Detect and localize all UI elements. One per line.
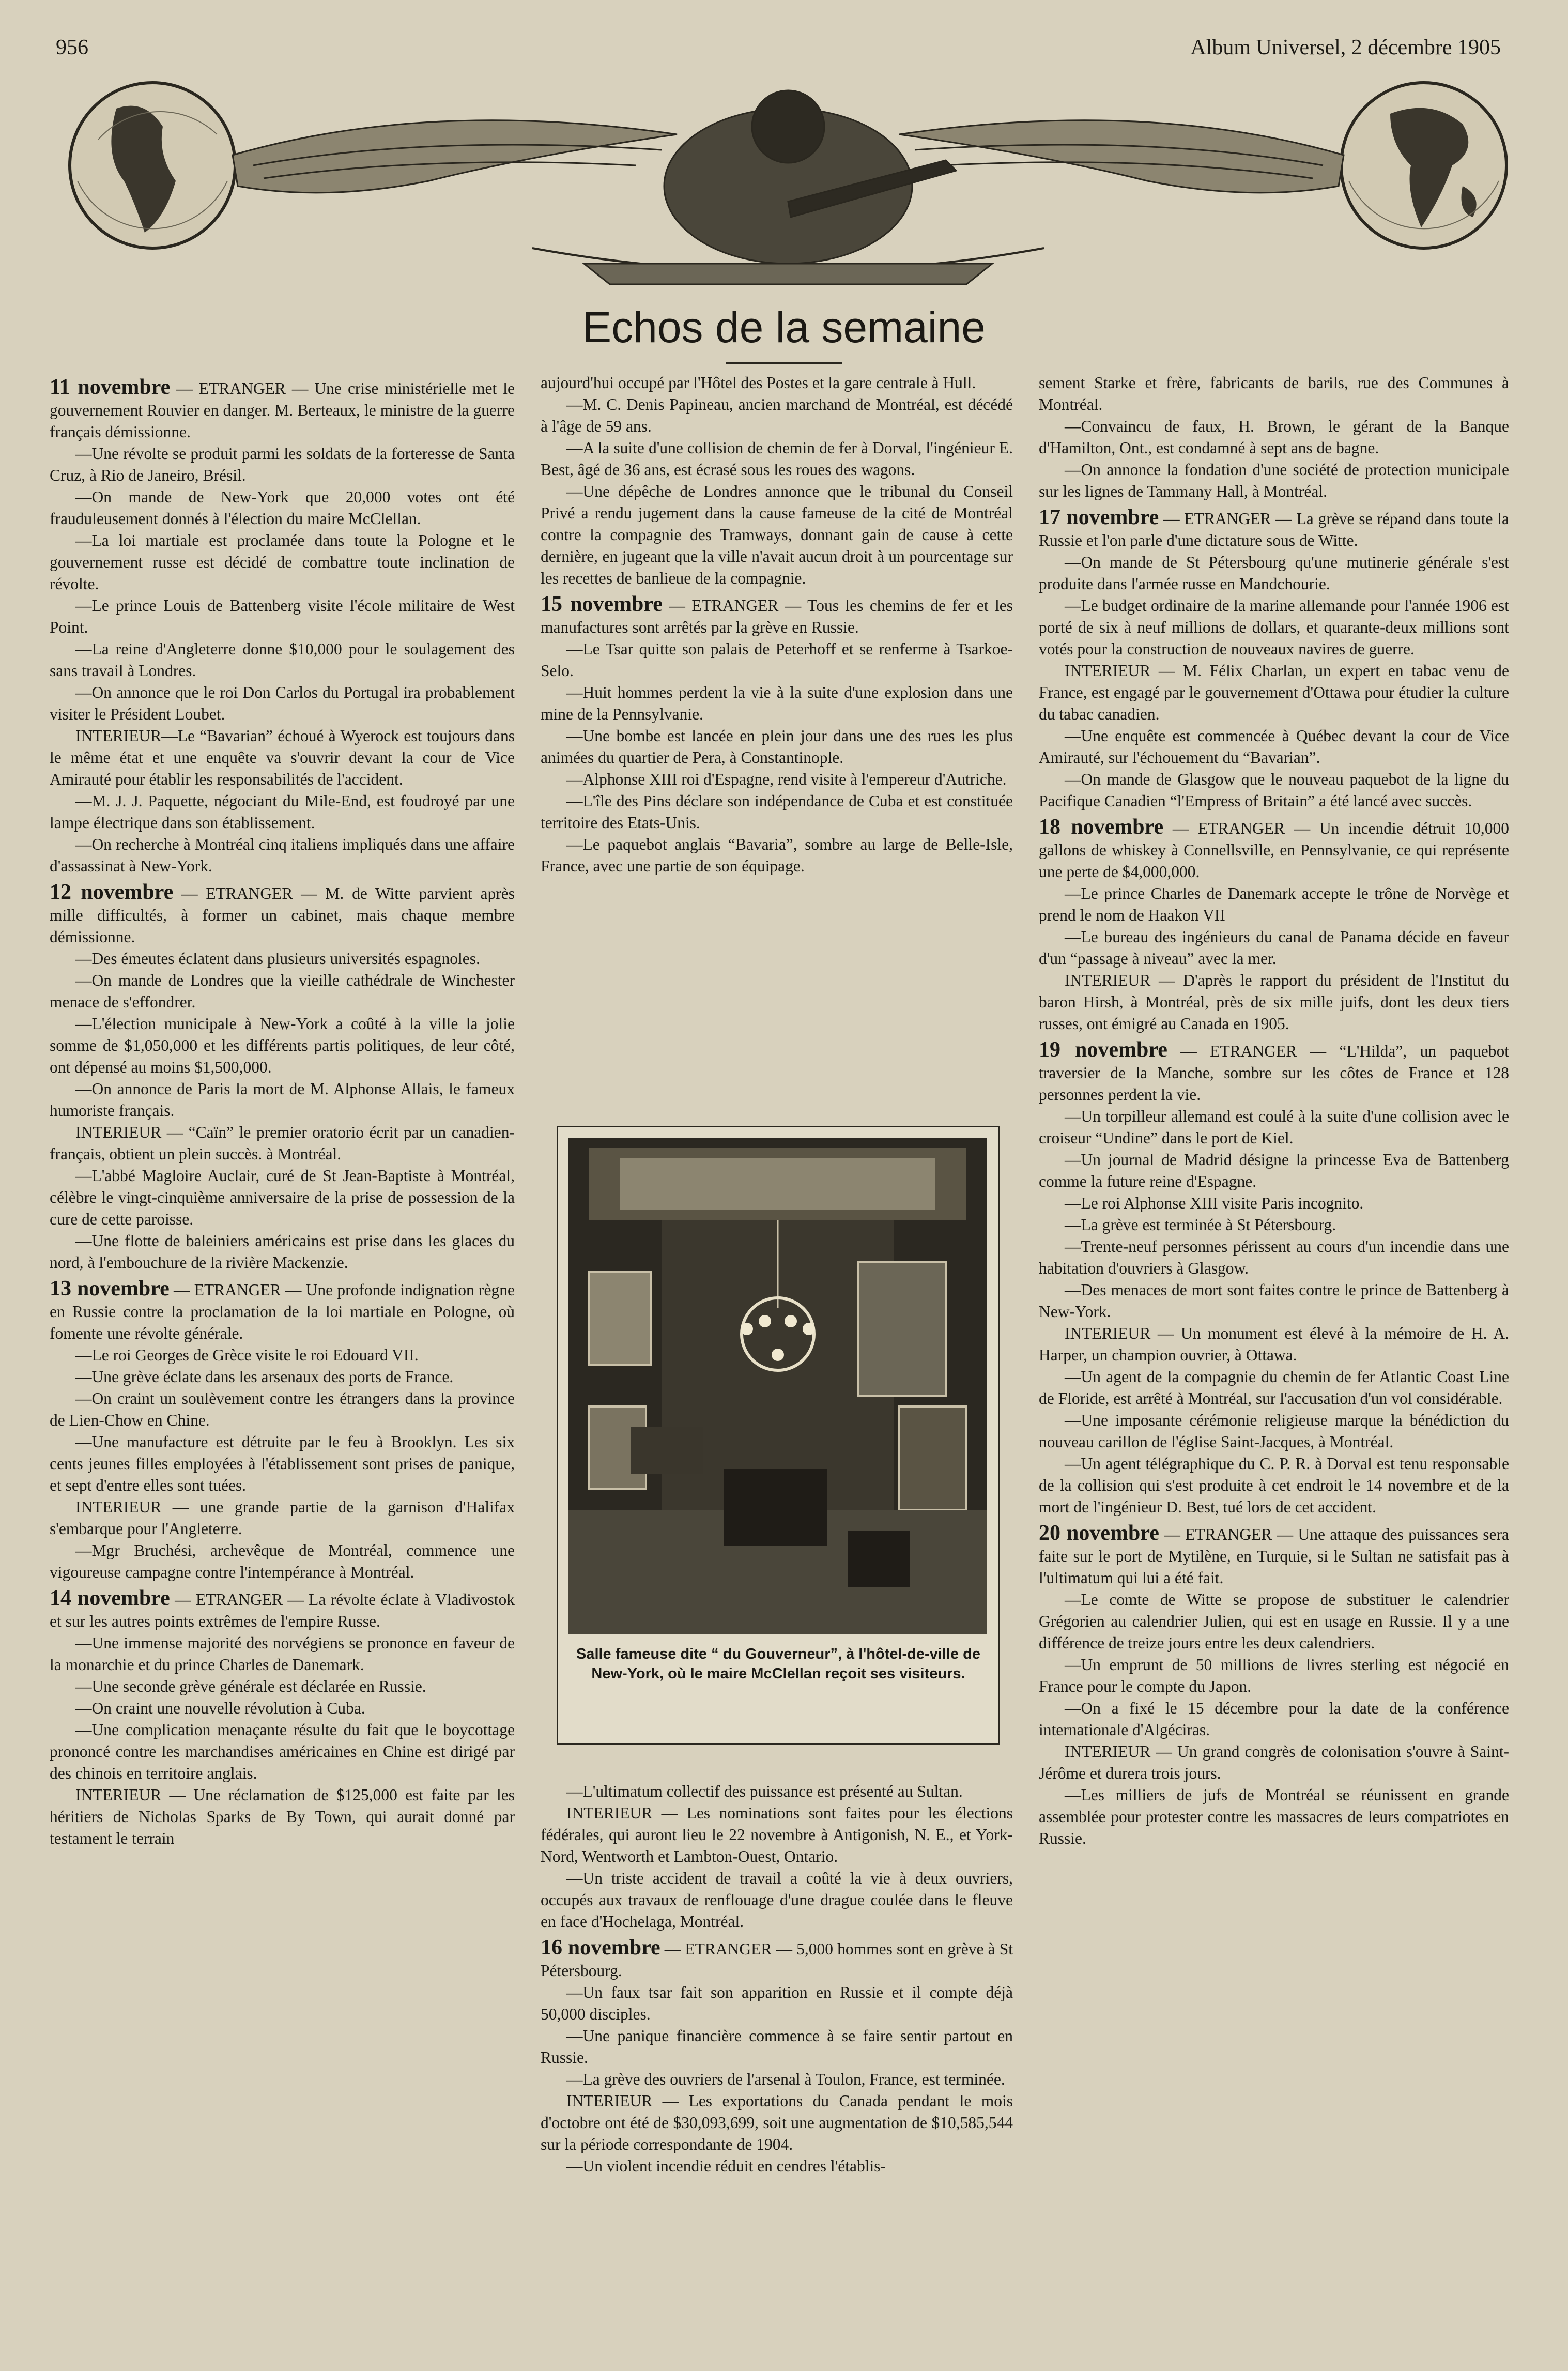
news-paragraph — [541, 481, 1013, 589]
paragraph-text: —Convaincu de faux, H. Brown, le gérant de la Banque d'Hamilton, Ont., est condamné à sept ans de bagne. — [1039, 417, 1509, 457]
paragraph-text: —On craint un soulèvement contre les étrangers dans la province de Lien-Chow en Chine. — [50, 1389, 515, 1429]
news-paragraph — [1039, 883, 1509, 926]
news-paragraph — [1039, 1410, 1509, 1453]
paragraph-text: —On annonce de Paris la mort de M. Alphonse Allais, le fameux humoriste français. — [50, 1080, 515, 1120]
paragraph-text: —Une bombe est lancée en plein jour dans une des rues les plus animées du quartier de Pera, à Constantinople. — [541, 727, 1013, 767]
news-paragraph — [1039, 1589, 1509, 1654]
paragraph-text: INTERIEUR — Une réclamation de $125,000 est faite par les héritiers de Nicholas Sparks de By Town, qui aurait donné par testament le terrain — [50, 1786, 515, 1847]
paragraph-text: —Huit hommes perdent la vie à la suite d'une explosion dans une mine de la Pennsylvanie. — [541, 683, 1013, 723]
date-entry — [541, 593, 1013, 638]
date-label: 11 novembre — [50, 375, 171, 399]
paragraph-text: —On mande de St Pétersbourg qu'une mutinerie générale s'est produite dans l'armée russe en Mandchourie. — [1039, 553, 1509, 593]
news-paragraph — [50, 1344, 515, 1366]
paragraph-text: —Trente-neuf personnes périssent au cours d'un incendie dans une habitation d'ouvriers à Glasgow. — [1039, 1237, 1509, 1277]
paragraph-text: —On mande de Glasgow que le nouveau paquebot de la ligne du Pacifique Canadien “l'Empress of Britain” a été lancé avec succès. — [1039, 770, 1509, 810]
news-paragraph — [541, 372, 1013, 394]
news-paragraph — [1039, 1323, 1509, 1366]
paragraph-text: —A la suite d'une collision de chemin de fer à Dorval, l'ingénieur E. Best, âgé de 36 ans, est écrasé sous les roues des wagons. — [541, 439, 1013, 479]
date-label: 20 novembre — [1039, 1521, 1159, 1545]
news-paragraph — [50, 834, 515, 877]
paragraph-text: INTERIEUR — M. Félix Charlan, un expert en tabac venu de France, est engagé par le gouvernement d'Ottawa pour étudier la culture du tabac canadien. — [1039, 662, 1509, 723]
globe-eastern-hemisphere-icon — [1341, 83, 1506, 248]
paragraph-text: — ETRANGER — Un incendie détruit 10,000 gallons de whiskey à Connellsville, en Pennsylvanie, ce qui représente une perte de $4,000,000. — [1039, 819, 1509, 881]
paragraph-text: aujourd'hui occupé par l'Hôtel des Postes et la gare centrale à Hull. — [541, 374, 976, 392]
paragraph-text: —On annonce que le roi Don Carlos du Portugal ira probablement visiter le Président Loubet. — [50, 683, 515, 723]
news-paragraph — [50, 1632, 515, 1676]
paragraph-text: —Alphonse XIII roi d'Espagne, rend visite à l'empereur d'Autriche. — [566, 770, 1007, 788]
column-3 — [1039, 372, 1509, 1849]
column-2-bottom — [541, 1781, 1013, 2177]
news-paragraph — [1039, 660, 1509, 725]
paragraph-text: —La loi martiale est proclamée dans toute la Pologne et le gouvernement russe est décidé de combattre toute inclination de révolte. — [50, 531, 515, 593]
paragraph-text: —Une dépêche de Londres annonce que le tribunal du Conseil Privé a rendu jugement dans la cause fameuse de la cité de Montréal contre la compagnie des Tramways, donnant gain de cause à cette dernière, en jugeant que la ville n'avait aucun droit à un pourcentage sur les recettes de banlieue de la compagnie. — [541, 482, 1013, 587]
paragraph-text: —Un faux tsar fait son apparition en Russie et il compte déjà 50,000 disciples. — [541, 1983, 1013, 2023]
news-paragraph — [1039, 1697, 1509, 1741]
running-header — [56, 35, 1501, 66]
paragraph-text: —La reine d'Angleterre donne $10,000 pour le soulagement des sans travail à Londres. — [50, 640, 515, 680]
paragraph-text: INTERIEUR — une grande partie de la garnison d'Halifax s'embarque pour l'Angleterre. — [50, 1498, 515, 1538]
news-paragraph — [1039, 1784, 1509, 1849]
paragraph-text: —On craint une nouvelle révolution à Cuba. — [75, 1699, 365, 1717]
news-paragraph — [1039, 1453, 1509, 1518]
paragraph-text: INTERIEUR — D'après le rapport du président de l'Institut du baron Hirsh, à Montréal, près de six mille juifs, dont les deux tiers russes, ont émigré au Canada en 1905. — [1039, 971, 1509, 1033]
paragraph-text: — ETRANGER — M. de Witte parvient après mille difficultés, à former un cabinet, mais chaque membre démissionne. — [50, 884, 515, 946]
paragraph-text: INTERIEUR — Un grand congrès de colonisation s'ouvre à Saint-Jérôme et durera trois jours. — [1039, 1742, 1509, 1782]
news-paragraph — [50, 1078, 515, 1122]
paragraph-text: — ETRANGER — Une crise ministérielle met le gouvernement Rouvier en danger. M. Berteaux, le ministre de la guerre français démissionne. — [50, 379, 515, 441]
news-paragraph — [50, 486, 515, 530]
news-paragraph — [50, 530, 515, 595]
paragraph-text: —Une grève éclate dans les arsenaux des ports de France. — [75, 1368, 454, 1386]
news-paragraph — [50, 970, 515, 1013]
paragraph-text: —Le roi Alphonse XIII visite Paris incognito. — [1065, 1194, 1364, 1212]
paragraph-text: — ETRANGER — 5,000 hommes sont en grève à St Pétersbourg. — [541, 1940, 1013, 1980]
news-paragraph — [50, 595, 515, 638]
news-paragraph — [541, 437, 1013, 481]
news-paragraph — [541, 1868, 1013, 1933]
news-paragraph — [541, 1982, 1013, 2025]
paragraph-text: —Mgr Bruchési, archevêque de Montréal, commence une vigoureuse campagne contre l'intempérance à Montréal. — [50, 1541, 515, 1581]
paragraph-text: —Le roi Georges de Grèce visite le roi Edouard VII. — [75, 1346, 419, 1364]
news-paragraph — [50, 1496, 515, 1540]
date-entry — [1039, 507, 1509, 552]
news-paragraph — [50, 1697, 515, 1719]
date-entry — [1039, 1039, 1509, 1106]
paragraph-text: —On mande de New-York que 20,000 votes ont été frauduleusement donnés à l'élection du maire McClellan. — [50, 488, 515, 528]
paragraph-text: INTERIEUR — Un monument est élevé à la mémoire de H. A. Harper, un champion ouvrier, à Ottawa. — [1039, 1324, 1509, 1364]
news-paragraph — [541, 1781, 1013, 1802]
date-label: 17 novembre — [1039, 506, 1159, 529]
news-paragraph — [541, 2025, 1013, 2069]
paragraph-text: —L'île des Pins déclare son indépendance de Cuba et est constituée territoire des Etats-Unis. — [541, 792, 1013, 832]
paragraph-text: —Une révolte se produit parmi les soldats de la forteresse de Santa Cruz, à Rio de Janeiro, Brésil. — [50, 445, 515, 484]
column-1 — [50, 372, 515, 1849]
news-paragraph — [50, 1366, 515, 1388]
date-label: 15 novembre — [541, 592, 663, 616]
paragraph-text: —Une panique financière commence à se faire sentir partout en Russie. — [541, 2027, 1013, 2067]
date-label: 19 novembre — [1039, 1038, 1167, 1062]
paragraph-text: —L'ultimatum collectif des puissance est présenté au Sultan. — [566, 1782, 963, 1800]
publication-date: Album Universel, 2 décembre 1905 — [1190, 36, 1501, 59]
news-paragraph — [1039, 1214, 1509, 1236]
paragraph-text: —Une flotte de baleiniers américains est prise dans les glaces du nord, à l'embouchure de la rivière Mackenzie. — [50, 1232, 515, 1272]
news-paragraph — [1039, 769, 1509, 812]
paragraph-text: — ETRANGER — La grève se répand dans toute la Russie et l'on parle d'une dictature sous de Witte. — [1039, 510, 1509, 549]
paragraph-text: —L'élection municipale à New-York a coûté à la ville la jolie somme de $1,050,000 et les différents partis politiques, de leur côté, ont dépensé au moins $1,500,000. — [50, 1015, 515, 1076]
news-paragraph — [50, 443, 515, 486]
paragraph-text: —M. C. Denis Papineau, ancien marchand de Montréal, est décédé à l'âge de 59 ans. — [541, 395, 1013, 435]
globe-americas-icon — [70, 83, 235, 248]
news-paragraph — [1039, 1192, 1509, 1214]
paragraph-text: —Une imposante cérémonie religieuse marque la bénédiction du nouveau carillon de l'église Saint-Jacques, à Montréal. — [1039, 1411, 1509, 1451]
news-paragraph — [541, 769, 1013, 790]
date-entry — [1039, 816, 1509, 883]
paragraph-text: —Un torpilleur allemand est coulé à la suite d'une collision avec le croiseur “Undine” dans le port de Kiel. — [1039, 1107, 1509, 1147]
news-paragraph — [1039, 1279, 1509, 1323]
governor-room-photo — [568, 1138, 987, 1634]
page-title: Echos de la semaine — [582, 303, 986, 351]
paragraph-text: —Le prince Louis de Battenberg visite l'école militaire de West Point. — [50, 596, 515, 636]
column-2-top — [541, 372, 1013, 877]
paragraph-text: —Le prince Charles de Danemark accepte le trône de Norvège et prend le nom de Haakon VII — [1039, 884, 1509, 924]
paragraph-text: —Un agent de la compagnie du chemin de fer Atlantic Coast Line de Floride, est arrêté à Montréal, sur l'accusation d'un vol considérable. — [1039, 1368, 1509, 1408]
news-paragraph — [1039, 1654, 1509, 1697]
date-entry — [1039, 1522, 1509, 1589]
paragraph-text: —On mande de Londres que la vieille cathédrale de Winchester menace de s'effondrer. — [50, 971, 515, 1011]
paragraph-text: —Une immense majorité des norvégiens se prononce en faveur de la monarchie et du prince Charles de Danemark. — [50, 1634, 515, 1674]
date-entry — [50, 1278, 515, 1344]
paragraph-text: —Un violent incendie réduit en cendres l'établis- — [566, 2157, 886, 2175]
news-paragraph — [541, 834, 1013, 877]
date-entry — [541, 1937, 1013, 1982]
news-paragraph — [1039, 1106, 1509, 1149]
paragraph-text: —Une manufacture est détruite par le feu à Brooklyn. Les six cents jeunes filles employées à l'établissement sont prises de panique, et sept d'entre elles sont tuées. — [50, 1433, 515, 1494]
news-paragraph — [50, 1540, 515, 1583]
paragraph-text: —On annonce la fondation d'une société de protection municipale sur les lignes de Tammany Hall, à Montréal. — [1039, 461, 1509, 500]
paragraph-text: INTERIEUR—Le “Bavarian” échoué à Wyerock est toujours dans le même état et une enquête va s'ouvrir devant la cour de Vice Amirauté pour établir les responsabilités de l'accident. — [50, 727, 515, 788]
news-paragraph — [1039, 459, 1509, 502]
paragraph-text: —Des émeutes éclatent dans plusieurs universités espagnoles. — [75, 950, 480, 968]
title-rule — [726, 362, 842, 364]
paragraph-text: —On a fixé le 15 décembre pour la date de la conférence internationale d'Algéciras. — [1039, 1699, 1509, 1739]
news-paragraph — [50, 1230, 515, 1274]
news-paragraph — [50, 1122, 515, 1165]
news-paragraph — [1039, 595, 1509, 660]
news-paragraph — [1039, 926, 1509, 970]
news-paragraph — [50, 948, 515, 970]
paragraph-text: sement Starke et frère, fabricants de barils, rue des Communes à Montréal. — [1039, 374, 1509, 414]
paragraph-text: — ETRANGER — Une profonde indignation règne en Russie contre la proclamation de la loi martiale en Pologne, où fomente une révolte générale. — [50, 1281, 515, 1342]
news-paragraph — [50, 1719, 515, 1784]
news-paragraph — [50, 1388, 515, 1431]
paragraph-text: —Une complication menaçante résulte du fait que le boycottage prononcé contre les marchandises américaines en Chine est dirigé par des chinois en territoire anglais. — [50, 1721, 515, 1782]
paragraph-text: —Le budget ordinaire de la marine allemande pour l'année 1906 est porté de six à neuf millions de dollars, et quarante-deux millions sont votés pour la construction de nouveaux navires de guerre. — [1039, 596, 1509, 658]
paragraph-text: —La grève des ouvriers de l'arsenal à Toulon, France, est terminée. — [566, 2070, 1005, 2088]
paragraph-text: —Un emprunt de 50 millions de livres sterling est négocié en France pour le compte du Japon. — [1039, 1656, 1509, 1695]
paragraph-text: INTERIEUR — Les exportations du Canada pendant le mois d'octobre ont été de $30,093,699, soit une augmentation de $10,585,544 sur la période correspondante de 1904. — [541, 2092, 1013, 2153]
news-paragraph — [541, 682, 1013, 725]
news-paragraph — [1039, 970, 1509, 1035]
photo-caption: Salle fameuse dite “ du Gouverneur”, à l'hôtel-de-ville de New-York, où le maire McClellan reçoit ses visiteurs. — [576, 1646, 981, 1682]
news-paragraph — [50, 1784, 515, 1849]
page-number: 956 — [56, 36, 88, 59]
news-paragraph — [50, 790, 515, 834]
news-paragraph — [50, 1431, 515, 1496]
winged-figure-illustration — [233, 90, 1344, 284]
date-entry — [50, 376, 515, 443]
date-entry — [50, 881, 515, 948]
news-paragraph — [1039, 1741, 1509, 1784]
news-paragraph — [1039, 416, 1509, 459]
paragraph-text: —L'abbé Magloire Auclair, curé de St Jean-Baptiste à Montréal, célèbre le vingt-cinquième anniversaire de la prise de possession de la cure de cette paroisse. — [50, 1167, 515, 1228]
news-paragraph — [541, 2069, 1013, 2090]
news-paragraph — [541, 790, 1013, 834]
paragraph-text: INTERIEUR — “Caïn” le premier oratorio écrit par un canadien-français, obtient un plein succès. à Montréal. — [50, 1123, 515, 1163]
news-paragraph — [541, 2155, 1013, 2177]
paragraph-text: — ETRANGER — La révolte éclate à Vladivostok et sur les autres points extrêmes de l'empire Russe. — [50, 1590, 515, 1630]
paragraph-text: — ETRANGER — Une attaque des puissances sera faite sur le port de Mytilène, en Turquie, si le Sultan ne satisfait pas à l'ultimatum qui lui a été fait. — [1039, 1525, 1509, 1587]
news-paragraph — [1039, 1366, 1509, 1410]
news-paragraph — [50, 1165, 515, 1230]
news-paragraph — [50, 638, 515, 682]
date-label: 16 novembre — [541, 1936, 660, 1960]
news-paragraph — [541, 394, 1013, 437]
paragraph-text: —Un journal de Madrid désigne la princesse Eva de Battenberg comme la future reine d'Espagne. — [1039, 1151, 1509, 1190]
paragraph-text: — ETRANGER — Tous les chemins de fer et les manufactures sont arrêtés par la grève en Russie. — [541, 596, 1013, 636]
paragraph-text: — ETRANGER — “L'Hilda”, un paquebot traversier de la Manche, sombre sur les côtes de France et 128 personnes perdent la vie. — [1039, 1042, 1509, 1104]
paragraph-text: —Le comte de Witte se propose de substituer le calendrier Grégorien au calendrier Julien, qui est en usage en Russie. Il y a une différence de treize jours entre les deux calendriers. — [1039, 1590, 1509, 1652]
paragraph-text: INTERIEUR — Les nominations sont faites pour les élections fédérales, qui auront lieu le 22 novembre à Antigonish, N. E., et York-Nord, Wentworth et Lambton-Ouest, Ontario. — [541, 1804, 1013, 1865]
news-paragraph — [50, 1676, 515, 1697]
paragraph-text: —Le bureau des ingénieurs du canal de Panama décide en faveur d'un “passage à niveau” avec la mer. — [1039, 928, 1509, 968]
news-paragraph — [1039, 1149, 1509, 1192]
news-paragraph — [1039, 725, 1509, 769]
paragraph-text: —Le paquebot anglais “Bavaria”, sombre au large de Belle-Isle, France, avec une partie de son équipage. — [541, 835, 1013, 875]
date-entry — [50, 1587, 515, 1632]
news-paragraph — [50, 1013, 515, 1078]
photo-figure — [557, 1126, 1000, 1745]
paragraph-text: —On recherche à Montréal cinq italiens impliqués dans une affaire d'assassinat à New-York. — [50, 835, 515, 875]
news-paragraph — [541, 2090, 1013, 2155]
date-label: 18 novembre — [1039, 815, 1164, 839]
paragraph-text: —Un triste accident de travail a coûté la vie à deux ouvriers, occupés aux travaux de renflouage d'une drague coulée dans le fleuve en face d'Hochelaga, Montréal. — [541, 1869, 1013, 1931]
banner-illustration — [67, 78, 1509, 295]
paragraph-text: —La grève est terminée à St Pétersbourg. — [1065, 1216, 1336, 1234]
paragraph-text: —Des menaces de mort sont faites contre le prince de Battenberg à New-York. — [1039, 1281, 1509, 1321]
paragraph-text: —Une enquête est commencée à Québec devant la cour de Vice Amirauté, sur l'échouement du “Bavarian”. — [1039, 727, 1509, 767]
date-label: 14 novembre — [50, 1586, 170, 1610]
paragraph-text: —Le Tsar quitte son palais de Peterhoff et se renferme à Tsarkoe-Selo. — [541, 640, 1013, 680]
news-paragraph — [1039, 1236, 1509, 1279]
paragraph-text: —Un agent télégraphique du C. P. R. à Dorval est tenu responsable de la collision qui s'est produite à cet endroit le 14 novembre et de la mort de l'ingénieur D. Best, tué lors de cet accident. — [1039, 1455, 1509, 1516]
news-paragraph — [50, 682, 515, 725]
news-paragraph — [541, 1802, 1013, 1868]
paragraph-text: —Les milliers de jufs de Montréal se réunissent en grande assemblée pour protester contre les massacres de leurs compatriotes en Russie. — [1039, 1786, 1509, 1847]
date-label: 13 novembre — [50, 1277, 170, 1301]
news-paragraph — [50, 725, 515, 790]
news-paragraph — [1039, 372, 1509, 416]
paragraph-text: —Une seconde grève générale est déclarée en Russie. — [75, 1677, 426, 1695]
news-paragraph — [1039, 552, 1509, 595]
date-label: 12 novembre — [50, 880, 174, 904]
news-paragraph — [541, 638, 1013, 682]
paragraph-text: —M. J. J. Paquette, négociant du Mile-End, est foudroyé par une lampe électrique dans son établissement. — [50, 792, 515, 832]
news-paragraph — [541, 725, 1013, 769]
